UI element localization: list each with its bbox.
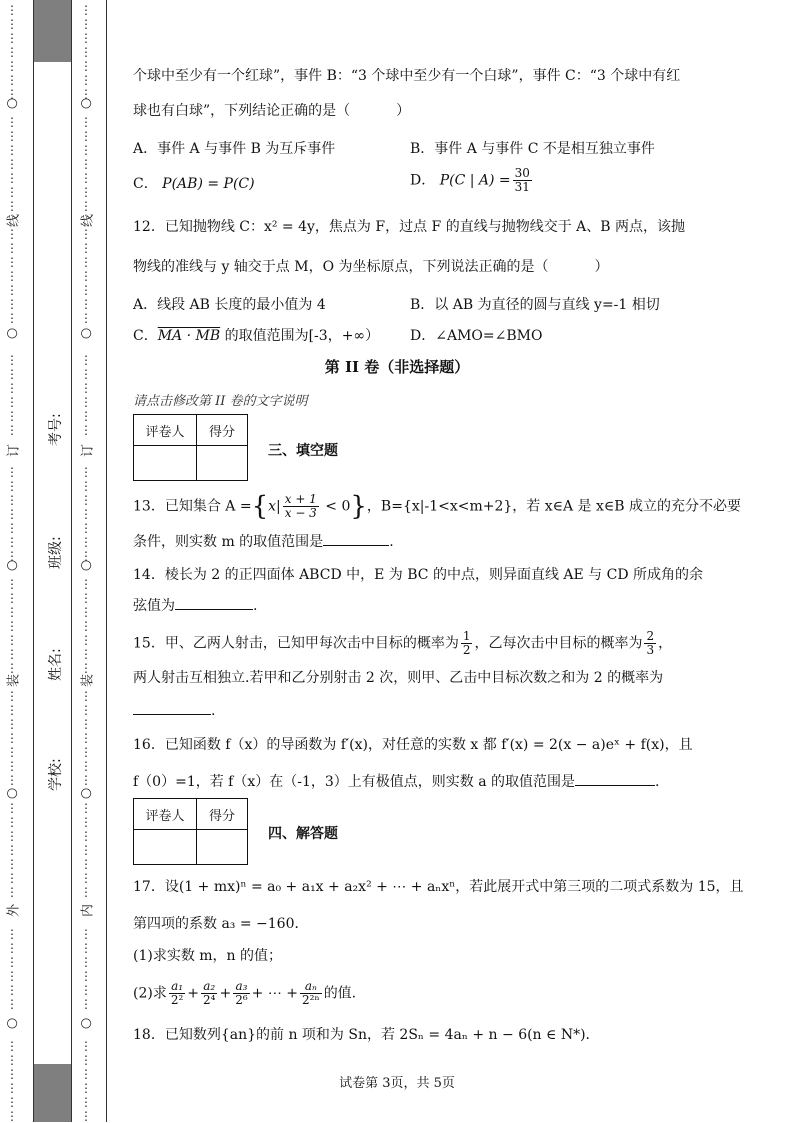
outer-cut-dot: ⋮ bbox=[6, 689, 18, 703]
q14-text-line1: 14．棱长为 2 的正四面体 ABCD 中，E 为 BC 的中点，则异面直线 AE 与 CD 所成角的余 bbox=[133, 567, 704, 583]
inner-cut-dot: ⋮ bbox=[80, 353, 92, 367]
outer-cut-dot: ⋮ bbox=[6, 1109, 18, 1123]
inner-cut-dot: ⋮ bbox=[80, 759, 92, 773]
inner-cut-dot: ⋮ bbox=[80, 843, 92, 857]
grader-header: 评卷人 bbox=[134, 799, 197, 830]
outer-cut-dot: ⋮ bbox=[6, 605, 18, 619]
inner-cut-dot: ⋮ bbox=[80, 689, 92, 703]
outer-cut-dot: ⋮ bbox=[6, 255, 18, 269]
inner-cut-dot: ⋮ bbox=[80, 815, 92, 829]
outer-cut-dot: ⋮ bbox=[6, 241, 18, 255]
inner-cut-dot: ⋮ bbox=[80, 521, 92, 535]
outer-cut-dot: ⋮ bbox=[6, 927, 18, 941]
outer-cut-dot: ⋮ bbox=[6, 717, 18, 731]
outer-cut-dot: ⋮ bbox=[6, 129, 18, 143]
inner-circle-mark: ○ bbox=[78, 1017, 94, 1030]
outer-cut-dot: ⋮ bbox=[6, 969, 18, 983]
part4-title: 四、解答题 bbox=[268, 826, 338, 842]
q16-answer-blank[interactable] bbox=[575, 785, 655, 786]
inner-cut-dot: ⋮ bbox=[80, 45, 92, 59]
inner-cut-dot: ⋮ bbox=[80, 185, 92, 199]
inner-cut-dot: ⋮ bbox=[80, 983, 92, 997]
inner-cut-dot: ⋮ bbox=[80, 941, 92, 955]
score-table-part3 bbox=[133, 414, 248, 481]
inner-cut-dot: ⋮ bbox=[80, 871, 92, 885]
outer-cut-dot: ⋮ bbox=[6, 59, 18, 73]
inner-cut-dot: ⋮ bbox=[80, 1109, 92, 1123]
inner-cut-dot: ⋮ bbox=[80, 171, 92, 185]
outer-cut-dot: ⋮ bbox=[6, 661, 18, 675]
inner-cut-dot: ⋮ bbox=[80, 311, 92, 325]
inner-cut-dot: ⋮ bbox=[80, 157, 92, 171]
inner-cut-dot: ⋮ bbox=[80, 591, 92, 605]
inner-cut-dot: ⋮ bbox=[80, 367, 92, 381]
inner-cut-dot: ⋮ bbox=[80, 73, 92, 87]
outer-cut-dot: ⋮ bbox=[6, 395, 18, 409]
section-hint: 请点击修改第 II 卷的文字说明 bbox=[133, 394, 308, 409]
score-cell bbox=[197, 830, 248, 865]
inner-circle-mark: ○ bbox=[78, 787, 94, 800]
outer-cut-dot: ⋮ bbox=[6, 983, 18, 997]
exam-number-label: 考号: bbox=[48, 413, 64, 446]
q11-option-d: D． P(C | A) = $\frac{30}{31}$ bbox=[410, 166, 530, 194]
inner-circle-mark: ○ bbox=[78, 97, 94, 110]
inner-cut-dot: ⋮ bbox=[80, 577, 92, 591]
inner-cut-dot: ⋮ bbox=[80, 269, 92, 283]
outer-cut-dot: ⋮ bbox=[6, 871, 18, 885]
grader-header: 评卷人 bbox=[134, 415, 197, 446]
q15-text-line3: . bbox=[133, 701, 215, 721]
outer-cut-dot: ⋮ bbox=[6, 1067, 18, 1081]
outer-cut-dot: ⋮ bbox=[6, 815, 18, 829]
outer-cut-dot: ⋮ bbox=[6, 745, 18, 759]
inner-cut-dot: ⋮ bbox=[80, 409, 92, 423]
inner-cut-dot: ⋮ bbox=[80, 955, 92, 969]
outer-cut-dot: ⋮ bbox=[6, 1053, 18, 1067]
outer-cut-dot: ⋮ bbox=[6, 759, 18, 773]
q15-text-line2: 两人射击互相独立.若甲和乙分别射击 2 次，则甲、乙击中目标次数之和为 2 的概率为 bbox=[133, 670, 664, 686]
inner-cut-dot: ⋮ bbox=[80, 773, 92, 787]
q12-option-b: B．以 AB 为直径的圆与直线 y=-1 相切 bbox=[410, 297, 660, 313]
outer-cut-dot: ⋮ bbox=[6, 997, 18, 1011]
outer-cut-dot: ⋮ bbox=[6, 801, 18, 815]
outer-cut-dot: ⋮ bbox=[6, 17, 18, 31]
inner-cut-dot: ⋮ bbox=[80, 633, 92, 647]
inner-cut-dot: ⋮ bbox=[80, 745, 92, 759]
outer-seal-char: 线 bbox=[6, 214, 22, 228]
outer-cut-dot: ⋮ bbox=[6, 479, 18, 493]
inner-cut-dot: ⋮ bbox=[80, 465, 92, 479]
score-header: 得分 bbox=[197, 799, 248, 830]
outer-cut-dot: ⋮ bbox=[6, 283, 18, 297]
inner-cut-dot: ⋮ bbox=[80, 143, 92, 157]
inner-cut-dot: ⋮ bbox=[80, 829, 92, 843]
outer-cut-dot: ⋮ bbox=[6, 535, 18, 549]
inner-cut-dot: ⋮ bbox=[80, 1053, 92, 1067]
inner-cut-dot: ⋮ bbox=[80, 423, 92, 437]
inner-cut-dot: ⋮ bbox=[80, 969, 92, 983]
outer-seal-char: 装 bbox=[6, 674, 22, 688]
q12-text-line2: 物线的准线与 y 轴交于点 M，O 为坐标原点，下列说法正确的是（ ） bbox=[133, 259, 609, 275]
outer-cut-dot: ⋮ bbox=[6, 381, 18, 395]
q11-text-line1: 个球中至少有一个红球”，事件 B：“3 个球中至少有一个白球”，事件 C：“3 个球中有红 bbox=[133, 68, 681, 84]
outer-seal-char: 外 bbox=[6, 904, 22, 918]
inner-cut-dot: ⋮ bbox=[80, 59, 92, 73]
q12-option-a: A．线段 AB 长度的最小值为 4 bbox=[133, 297, 326, 313]
outer-cut-dot: ⋮ bbox=[6, 157, 18, 171]
outer-cut-dot: ⋮ bbox=[6, 115, 18, 129]
inner-cut-dot: ⋮ bbox=[80, 647, 92, 661]
score-table-part4 bbox=[133, 798, 248, 865]
inner-cut-dot: ⋮ bbox=[80, 605, 92, 619]
q12-option-c: C．MA · MB 的取值范围为[-3，+∞） bbox=[133, 328, 380, 344]
inner-cut-dot: ⋮ bbox=[80, 1081, 92, 1095]
q18-text-line1: 18．已知数列{an}的前 n 项和为 Sn，若 2Sₙ = 4aₙ + n − 6(n ∈ N*)． bbox=[133, 1027, 600, 1043]
inner-cut-dot: ⋮ bbox=[80, 549, 92, 563]
margin-divider-right bbox=[106, 0, 107, 1122]
section-title: 第 II 卷（非选择题） bbox=[324, 358, 470, 376]
outer-cut-dot: ⋮ bbox=[6, 857, 18, 871]
outer-cut-dot: ⋮ bbox=[6, 185, 18, 199]
inner-seal-char: 内 bbox=[80, 904, 96, 918]
outer-circle-mark: ○ bbox=[4, 1017, 20, 1030]
inner-cut-dot: ⋮ bbox=[80, 283, 92, 297]
inner-cut-dot: ⋮ bbox=[80, 493, 92, 507]
outer-cut-dot: ⋮ bbox=[6, 493, 18, 507]
q17-text-line1: 17．设(1 + mx)ⁿ = a₀ + a₁x + a₂x² + ⋯ + aₙxⁿ，若此展开式中第三项的二项式系数为 15，且 bbox=[133, 879, 744, 895]
outer-cut-dot: ⋮ bbox=[6, 507, 18, 521]
inner-seal-char: 线 bbox=[80, 214, 96, 228]
outer-cut-dot: ⋮ bbox=[6, 87, 18, 101]
q17-text-line2: 第四项的系数 a₃ = −160． bbox=[133, 916, 309, 932]
school-label: 学校: bbox=[48, 758, 64, 791]
outer-cut-dot: ⋮ bbox=[6, 619, 18, 633]
outer-cut-dot: ⋮ bbox=[6, 549, 18, 563]
margin-divider-mid bbox=[71, 0, 72, 1122]
outer-cut-dot: ⋮ bbox=[6, 577, 18, 591]
inner-cut-dot: ⋮ bbox=[80, 1039, 92, 1053]
q17-sub1: (1)求实数 m，n 的值； bbox=[133, 948, 283, 964]
outer-cut-dot: ⋮ bbox=[6, 227, 18, 241]
outer-cut-dot: ⋮ bbox=[6, 633, 18, 647]
part3-title: 三、填空题 bbox=[268, 443, 338, 459]
outer-cut-dot: ⋮ bbox=[6, 703, 18, 717]
inner-circle-mark: ○ bbox=[78, 327, 94, 340]
inner-cut-dot: ⋮ bbox=[80, 1095, 92, 1109]
outer-circle-mark: ○ bbox=[4, 787, 20, 800]
outer-cut-dot: ⋮ bbox=[6, 311, 18, 325]
outer-cut-dot: ⋮ bbox=[6, 73, 18, 87]
outer-cut-dot: ⋮ bbox=[6, 367, 18, 381]
grader-cell bbox=[134, 446, 197, 481]
outer-cut-dot: ⋮ bbox=[6, 591, 18, 605]
q15-text-line1: 15．甲、乙两人射击，已知甲每次击中目标的概率为 $\frac{1}{2}$ ，乙每次击中目标的概率为 $\frac{2}{3}$ ， bbox=[133, 629, 673, 657]
inner-cut-dot: ⋮ bbox=[80, 381, 92, 395]
outer-cut-dot: ⋮ bbox=[6, 3, 18, 17]
inner-cut-dot: ⋮ bbox=[80, 115, 92, 129]
inner-cut-dot: ⋮ bbox=[80, 17, 92, 31]
outer-cut-dot: ⋮ bbox=[6, 353, 18, 367]
outer-cut-dot: ⋮ bbox=[6, 773, 18, 787]
outer-cut-dot: ⋮ bbox=[6, 199, 18, 213]
inner-cut-dot: ⋮ bbox=[80, 227, 92, 241]
inner-cut-dot: ⋮ bbox=[80, 927, 92, 941]
outer-cut-dot: ⋮ bbox=[6, 297, 18, 311]
inner-circle-mark: ○ bbox=[78, 559, 94, 572]
inner-cut-dot: ⋮ bbox=[80, 857, 92, 871]
outer-cut-dot: ⋮ bbox=[6, 885, 18, 899]
inner-seal-char: 装 bbox=[80, 674, 96, 688]
inner-cut-dot: ⋮ bbox=[80, 199, 92, 213]
outer-cut-dot: ⋮ bbox=[6, 269, 18, 283]
score-header: 得分 bbox=[197, 415, 248, 446]
inner-cut-dot: ⋮ bbox=[80, 661, 92, 675]
outer-cut-dot: ⋮ bbox=[6, 1081, 18, 1095]
outer-cut-dot: ⋮ bbox=[6, 465, 18, 479]
page-footer: 试卷第 3页，共 5页 bbox=[339, 1076, 455, 1091]
q16-text-line2: f（0）=1，若 f（x）在（-1，3）上有极值点，则实数 a 的取值范围是 . bbox=[133, 774, 660, 790]
outer-cut-dot: ⋮ bbox=[6, 1095, 18, 1109]
q15-answer-blank[interactable] bbox=[133, 714, 211, 715]
outer-cut-dot: ⋮ bbox=[6, 731, 18, 745]
outer-cut-dot: ⋮ bbox=[6, 829, 18, 843]
outer-cut-dot: ⋮ bbox=[6, 423, 18, 437]
outer-cut-dot: ⋮ bbox=[6, 1039, 18, 1053]
inner-cut-dot: ⋮ bbox=[80, 1067, 92, 1081]
q11-text-line2: 球也有白球”，下列结论正确的是（ ） bbox=[133, 103, 411, 119]
inner-cut-dot: ⋮ bbox=[80, 395, 92, 409]
inner-cut-dot: ⋮ bbox=[80, 129, 92, 143]
inner-cut-dot: ⋮ bbox=[80, 479, 92, 493]
inner-cut-dot: ⋮ bbox=[80, 885, 92, 899]
inner-seal-char: 订 bbox=[80, 444, 96, 458]
inner-cut-dot: ⋮ bbox=[80, 241, 92, 255]
outer-cut-dot: ⋮ bbox=[6, 521, 18, 535]
q13-answer-blank[interactable] bbox=[323, 545, 389, 546]
inner-cut-dot: ⋮ bbox=[80, 255, 92, 269]
inner-cut-dot: ⋮ bbox=[80, 297, 92, 311]
class-label: 班级: bbox=[48, 536, 64, 569]
outer-cut-dot: ⋮ bbox=[6, 843, 18, 857]
q13-text-line2: 条件，则实数 m 的取值范围是 . bbox=[133, 534, 394, 550]
outer-cut-dot: ⋮ bbox=[6, 409, 18, 423]
q12-text-line1: 12．已知抛物线 C：x² = 4y，焦点为 F，过点 F 的直线与抛物线交于 A、B 两点，该抛 bbox=[133, 219, 686, 235]
q11-option-b: B．事件 A 与事件 C 不是相互独立事件 bbox=[410, 141, 655, 157]
outer-cut-dot: ⋮ bbox=[6, 647, 18, 661]
outer-seal-char: 订 bbox=[6, 444, 22, 458]
outer-cut-dot: ⋮ bbox=[6, 941, 18, 955]
q16-text-line1: 16．已知函数 f（x）的导函数为 f′(x)，对任意的实数 x 都 f′(x) = 2(x − a)eˣ + f(x)，且 bbox=[133, 737, 693, 753]
q11-option-c: C． P(AB) = P(C) bbox=[133, 176, 255, 192]
margin-divider-left bbox=[33, 0, 34, 1122]
q12-option-d: D．∠AMO=∠BMO bbox=[410, 328, 543, 344]
outer-cut-dot: ⋮ bbox=[6, 171, 18, 185]
inner-cut-dot: ⋮ bbox=[80, 717, 92, 731]
outer-cut-dot: ⋮ bbox=[6, 955, 18, 969]
outer-circle-mark: ○ bbox=[4, 559, 20, 572]
q13-text-line1: 13．已知集合 A ={x| $\frac{x + 1}{x - 3}$ < 0}，B={x|-1<x<m+2}，若 x∈A 是 x∈B 成立的充分不必要 bbox=[133, 491, 741, 522]
name-label: 姓名: bbox=[48, 648, 64, 681]
q11-option-a: A．事件 A 与事件 B 为互斥事件 bbox=[133, 141, 336, 157]
score-cell bbox=[197, 446, 248, 481]
q17-sub2: (2)求 $\frac{\text{a₁}}{\text{2²}}$ + $\frac{\text{a₂}}{\text{2⁴}}$ + $\frac{\text{a₃}}{\text{2⁶}}$ + ⋯ + $\frac{\text{aₙ}}{\text{2²ⁿ}}$ 的值. bbox=[133, 979, 357, 1007]
q14-answer-blank[interactable] bbox=[175, 609, 253, 610]
inner-cut-dot: ⋮ bbox=[80, 3, 92, 17]
outer-circle-mark: ○ bbox=[4, 327, 20, 340]
grader-cell bbox=[134, 830, 197, 865]
inner-cut-dot: ⋮ bbox=[80, 703, 92, 717]
inner-cut-dot: ⋮ bbox=[80, 31, 92, 45]
outer-cut-dot: ⋮ bbox=[6, 45, 18, 59]
inner-cut-dot: ⋮ bbox=[80, 619, 92, 633]
inner-cut-dot: ⋮ bbox=[80, 535, 92, 549]
outer-circle-mark: ○ bbox=[4, 97, 20, 110]
inner-cut-dot: ⋮ bbox=[80, 507, 92, 521]
q14-text-line2: 弦值为 . bbox=[133, 598, 258, 614]
inner-cut-dot: ⋮ bbox=[80, 731, 92, 745]
inner-cut-dot: ⋮ bbox=[80, 87, 92, 101]
outer-cut-dot: ⋮ bbox=[6, 31, 18, 45]
outer-cut-dot: ⋮ bbox=[6, 143, 18, 157]
inner-cut-dot: ⋮ bbox=[80, 997, 92, 1011]
inner-cut-dot: ⋮ bbox=[80, 801, 92, 815]
margin-gray-top bbox=[34, 0, 71, 62]
